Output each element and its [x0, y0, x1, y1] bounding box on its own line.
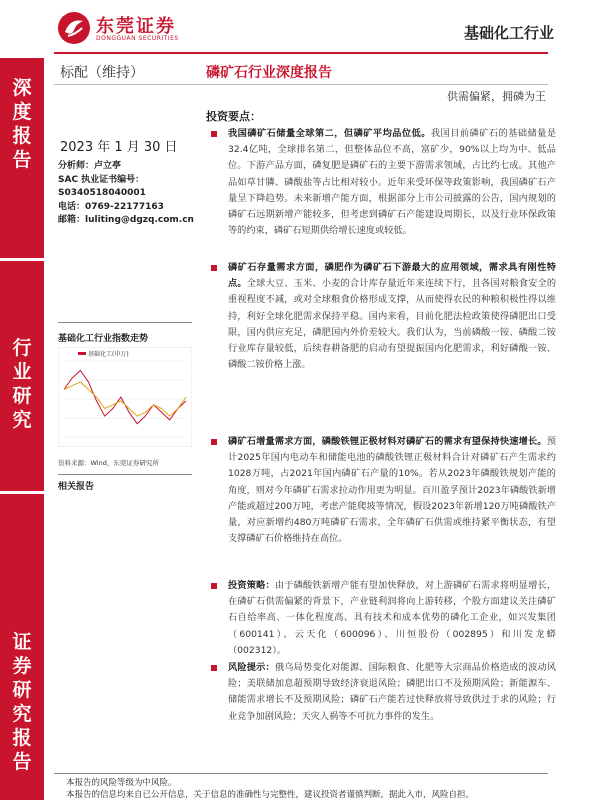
industry-label: 基础化工行业 [463, 24, 554, 42]
side-strip [0, 58, 44, 800]
bullet-square-icon [211, 439, 217, 445]
strip-char: 究 [12, 703, 32, 725]
strip-divider [0, 491, 44, 494]
index-trend-chart [58, 347, 192, 447]
highlight-heading: 磷矿石增量需求方面，磷酸铁锂正极材料对磷矿石的需求有望保持快速增长。 [228, 436, 547, 447]
strip-char: 券 [12, 655, 32, 677]
investment-highlights-title: 投资要点： [206, 110, 261, 123]
strip-section-securities-research [0, 630, 44, 774]
rating: 标配（维持） [60, 65, 144, 81]
highlight-reserves [206, 126, 556, 260]
strip-char: 业 [12, 361, 32, 383]
chart-section-divider [58, 322, 192, 323]
highlight-heading: 磷矿石存量需求方面，磷肥作为磷矿石下游最大的应用领域，需求具有刚性特点。 [228, 262, 556, 290]
analyst-phone: 电话：0769-22177163 [58, 201, 164, 212]
related-divider [58, 474, 192, 475]
highlight-heading: 我国磷矿石储量全球第二，但磷矿平均品位低。 [228, 128, 431, 139]
highlight-body: 全球大豆、玉米、小麦的合计库存量近年来连续下行，且各国对粮食安全的重视程度不减，或对全球粮食价格形成支撑，从而使得农民的种粮积极性得以维持，利好全球化肥需求保持平稳。国内来看，目前化肥法检政策使得磷肥出口受限，国内供应充足，磷肥国内外价差较大。我们认为，当前磷酸一铵、磷酸二铵行业库存量较低，后续春耕备肥的启动有望提振国内化肥需求，利好磷酸一铵、磷酸二铵价格上涨。 [228, 278, 557, 371]
highlight-body: 预计2025年国内电动车和储能电池的磷酸铁锂正极材料合计对磷矿石产生需求约1028万吨，占2021年国内磷矿石产量的10%。若从2023年磷酸铁规划产能的角度，则对今年磷矿石需求拉动作用更为明显。百川盈孚预计2023年磷酸铁新增产能或超过200万吨，考虑产能爬坡等情况，假设2023年新增120万吨磷酸铁产量，对应新增约480万吨磷矿石需求，全年磷矿石供需或维持紧平衡状态，有望支撑磷矿石价格维持在高位。 [228, 436, 556, 545]
legend-swatch [78, 352, 86, 355]
chart-canvas [58, 347, 192, 447]
footer-divider [54, 773, 548, 774]
analyst-name: 分析师：卢立亭 [58, 161, 122, 171]
analyst-cert-no: S0340518040001 [58, 188, 146, 198]
strip-char: 证 [12, 631, 32, 653]
analyst-cert-label: SAC 执业证书编号： [58, 174, 145, 185]
strip-label-1 [0, 76, 44, 172]
chart-legend: 基础化工(申万) [88, 351, 129, 358]
company-logo [56, 8, 196, 52]
logo-subtitle: DONGGUAN SECURITIES [96, 35, 179, 42]
report-header [0, 0, 600, 58]
strip-char: 告 [12, 149, 32, 171]
highlight-body: 俄乌局势变化对能源、国际粮食、化肥等大宗商品价格造成的波动风险；美联储加息超预期导致经济衰退风险；磷肥出口不及预期风险；新能源车、储能需求增长不及预期风险；磷矿石产能若过快释放将导致供过于求的风险；行业竞争加剧风险；天灾人祸等不可抗力事件的发生。 [228, 662, 557, 722]
highlight-heading: 风险提示： [228, 662, 275, 673]
investment-highlights [206, 126, 556, 760]
highlight-strategy [206, 578, 556, 660]
strip-char: 告 [12, 751, 32, 773]
bullet-square-icon [211, 265, 217, 271]
logo-name: 东莞证券 [96, 16, 176, 37]
chart-frame [58, 347, 192, 447]
info-source-note: 本报告的信息均来自已公开信息，关于信息的准确性与完整性，建议投资者谨慎判断，据此入市，风险自担。 [66, 790, 475, 800]
bullet-square-icon [211, 131, 217, 137]
highlight-incremental-demand [206, 434, 556, 578]
highlight-body: 由于磷酸铁新增产能有望加快释放，对上游磷矿石需求将明显增长，在磷矿石供需偏紧的背景下，产业链利润将向上游转移，个股方面建议关注磷矿石自给率高、一体化程度高、具有技术和成本优势的磷化工企业，如兴发集团（600141）、云天化（600096）、川恒股份（002895）和川发龙蟒（002312）。 [228, 580, 557, 656]
bullet-square-icon [211, 583, 217, 589]
strip-section-industry-research [0, 336, 44, 432]
highlight-body: 我国目前磷矿石的基础储量是32.4亿吨，全球排名第二，但整体品位不高，富矿少，90%以上均为中、低品位。下游产品方面，磷复肥是磷矿石的主要下游需求领域，占比约七成。其他产品如草甘膦、磷酸盐等占比相对较小。近年来受环保等政策影响，我国磷矿石产量呈下降趋势。未来新增产能方面，根据部分上市公司披露的公告，国内规划的磷矿石远期新增产能较多，但考虑到磷矿石产能建设周期长，以及行业环保政策等的约束，磷矿石短期供给增长速度或较低。 [228, 128, 557, 237]
bullet-square-icon [211, 665, 217, 671]
strip-char: 研 [12, 385, 32, 407]
related-reports-title: 相关报告 [58, 482, 95, 492]
title-divider [54, 84, 548, 85]
chart-section-title: 基础化工行业指数走势 [58, 334, 149, 344]
strip-section-deep-report [0, 76, 44, 172]
disclaimer [66, 777, 474, 800]
strip-divider [0, 258, 44, 261]
logo-mark-icon [56, 10, 92, 46]
strip-char: 究 [12, 409, 32, 431]
highlight-stock-demand [206, 260, 556, 434]
highlight-heading: 投资策略： [228, 580, 275, 591]
risk-level-note: 本报告的风险等级为中风险。 [66, 778, 177, 788]
strip-char: 报 [12, 125, 32, 147]
strip-char: 研 [12, 679, 32, 701]
report-date: 2023 年 1 月 30 日 [60, 140, 178, 155]
strip-char: 报 [12, 727, 32, 749]
report-subtitle: 供需偏紧，拥磷为王 [447, 90, 546, 103]
strip-label-3 [0, 630, 44, 774]
strip-char: 深 [12, 77, 32, 99]
strip-char: 度 [12, 101, 32, 123]
analyst-email: 邮箱：luliting@dgzq.com.cn [58, 215, 194, 225]
highlight-risks [206, 660, 556, 760]
strip-char: 行 [12, 337, 32, 359]
chart-source: 资料来源：Wind，东莞证券研究所 [58, 459, 159, 467]
header-divider [54, 52, 548, 54]
analyst-info [58, 160, 198, 228]
strip-label-2 [0, 336, 44, 432]
report-title: 磷矿石行业深度报告 [206, 65, 332, 81]
